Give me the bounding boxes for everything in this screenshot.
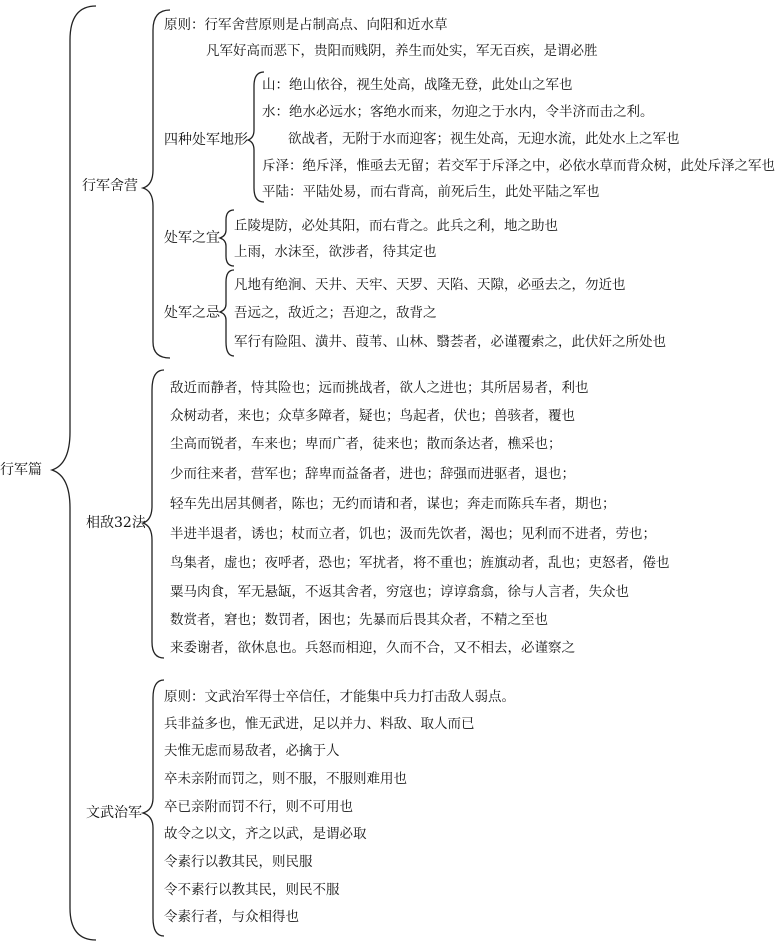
- section-label-command: 文武治军: [86, 805, 142, 821]
- command-line: 故令之以文，齐之以武，是谓必取: [164, 826, 367, 842]
- observe-line: 敌近而静者，恃其险也；远而挑战者，欲人之进也；其所居易者，利也: [170, 380, 589, 396]
- avoid-line: 军行有险阻、潢井、葭苇、山林、翳荟者，必谨覆索之，此伏奸之所处也: [234, 334, 666, 350]
- root-brace: [52, 6, 96, 940]
- command-line: 兵非益多也，惟无武进，足以并力、料敌、取人而已: [164, 716, 475, 732]
- observe-line: 数赏者，窘也；数罚者，困也；先暴而后畏其众者，不精之至也: [170, 612, 548, 628]
- terrain-line: 山：绝山依谷，视生处高，战隆无登，此处山之军也: [262, 77, 573, 93]
- section-3-brace: [143, 680, 164, 936]
- avoid-line: 凡地有绝涧、天井、天牢、天罗、天陷、天隙，必亟去之，勿近也: [234, 277, 626, 293]
- section-1-principle-cont: 凡军好高而恶下，贵阳而贱阴，养生而处实，军无百疾，是谓必胜: [206, 43, 598, 59]
- terrain-line: 斥泽：绝斥泽，惟亟去无留；若交军于斥泽之中，必依水草而背众树，此处斥泽之军也: [262, 158, 775, 174]
- observe-line: 尘高而锐者，车来也；卑而广者，徒来也；散而条达者，樵采也；: [170, 436, 562, 452]
- section-label-marching: 行军舍营: [82, 178, 138, 194]
- section-label-observe-enemy: 相敌32法: [86, 515, 146, 531]
- terrain-line: 欲战者，无附于水而迎客；视生处高，无迎水流，此处水上之军也: [288, 131, 680, 147]
- group-label-terrain: 四种处军地形: [164, 132, 248, 148]
- terrain-line: 水：绝水必远水；客绝水而来，勿迎之于水内，令半济而击之利。: [262, 104, 654, 120]
- terrain-line: 平陆：平陆处易，而右背高，前死后生，此处平陆之军也: [262, 184, 600, 200]
- section-1-principle: 原则：行军舍营原则是占制高点、向阳和近水草: [164, 17, 448, 33]
- group-2-brace: [220, 210, 234, 266]
- command-line: 卒未亲附而罚之，则不服，不服则难用也: [164, 771, 407, 787]
- observe-line: 众树动者，来也；众草多障者，疑也；鸟起者，伏也；兽骇者，覆也: [170, 408, 575, 424]
- observe-line: 来委谢者，欲休息也。兵怒而相迎，久而不合，又不相去，必谨察之: [170, 640, 575, 656]
- section-2-brace: [143, 370, 164, 658]
- root-label: 行军篇: [0, 462, 42, 478]
- group-3-brace: [220, 270, 234, 356]
- command-line: 卒已亲附而罚不行，则不可用也: [164, 799, 353, 815]
- avoid-line: 吾远之，敌近之；吾迎之，敌背之: [234, 305, 437, 321]
- command-line: 令素行者，与众相得也: [164, 909, 299, 925]
- command-line: 夫惟无虑而易敌者，必擒于人: [164, 743, 340, 759]
- group-label-suitable: 处军之宜: [164, 230, 220, 246]
- observe-line: 半进半退者，诱也；杖而立者，饥也；汲而先饮者，渴也；见利而不进者，劳也；: [170, 526, 656, 542]
- command-line: 令素行以教其民，则民服: [164, 854, 313, 870]
- suitable-line: 上雨，水沫至，欲涉者，待其定也: [234, 244, 437, 260]
- group-label-avoid: 处军之忌: [164, 305, 220, 321]
- observe-line: 鸟集者，虚也；夜呼者，恐也；军扰者，将不重也；旌旗动者，乱也；吏怒者，倦也: [170, 555, 670, 571]
- observe-line: 粟马肉食，军无悬缻，不返其舍者，穷寇也；谆谆翕翕，徐与人言者，失众也: [170, 584, 629, 600]
- observe-line: 少而往来者，营军也；辞卑而益备者，进也；辞强而进驱者，退也；: [170, 466, 575, 482]
- suitable-line: 丘陵堤防，必处其阳，而右背之。此兵之利，地之助也: [234, 218, 558, 234]
- command-line: 原则：文武治军得士卒信任，才能集中兵力打击敌人弱点。: [164, 689, 515, 705]
- command-line: 令不素行以教其民，则民不服: [164, 882, 340, 898]
- observe-line: 轻车先出居其侧者，陈也；无约而请和者，谋也；奔走而陈兵车者，期也；: [170, 496, 616, 512]
